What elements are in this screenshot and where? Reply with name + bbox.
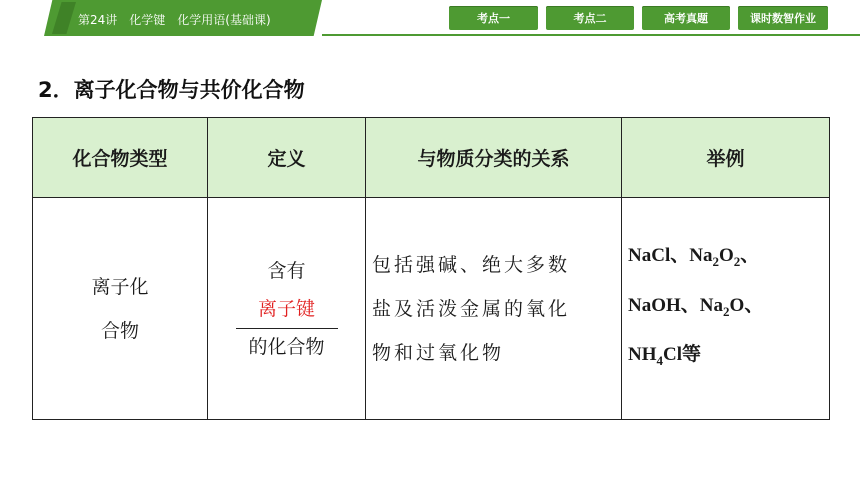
cell-definition	[208, 198, 366, 420]
def-prefix: 含有	[267, 259, 306, 282]
table-header-row	[33, 118, 830, 198]
type-line-1: 离子化	[91, 275, 149, 298]
cell-examples	[622, 198, 830, 420]
formula-nh4cl: $NH_4Cl$	[628, 344, 682, 369]
relation-line-3: 物和过氧化物	[372, 341, 505, 364]
def-answer-blank: 离子键	[236, 292, 338, 329]
tab-gaokao-zhenti[interactable]: 高考真题	[642, 6, 730, 30]
table-row	[33, 198, 830, 420]
top-bar	[0, 0, 860, 40]
relation-line-1: 包括强碱、绝大多数	[372, 253, 571, 276]
cell-type	[33, 198, 208, 420]
cell-relation	[366, 198, 622, 420]
header-type: 化合物类型	[33, 118, 208, 198]
header-relation: 与物质分类的关系	[366, 118, 622, 198]
type-line-2: 合物	[100, 319, 139, 342]
tab-kaodian-2[interactable]: 考点二	[546, 6, 634, 30]
formula-na2o: $Na_2O$	[699, 294, 745, 319]
formula-naoh: NaOH	[628, 294, 681, 316]
tab-kaodian-1[interactable]: 考点一	[449, 6, 538, 30]
tab-homework[interactable]: 课时数智作业	[738, 6, 828, 30]
header-divider	[322, 34, 860, 36]
header-example: 举例	[622, 118, 830, 198]
example-line-1: NaCl、$Na_2O_2$、	[628, 244, 760, 269]
compound-table	[32, 117, 830, 420]
example-line-3: $NH_4Cl$等	[628, 344, 702, 369]
relation-line-2: 盐及活泼金属的氧化	[372, 297, 571, 320]
formula-na2o2: $Na_2O_2$	[689, 244, 741, 269]
section-heading: 2．离子化合物与共价化合物	[38, 78, 305, 102]
lesson-title: 第24讲 化学键 化学用语(基础课)	[78, 13, 271, 27]
def-suffix: 的化合物	[248, 335, 325, 358]
formula-nacl: NaCl	[628, 244, 671, 266]
example-line-2: NaOH、$Na_2O$、	[628, 294, 764, 319]
header-definition: 定义	[208, 118, 366, 198]
